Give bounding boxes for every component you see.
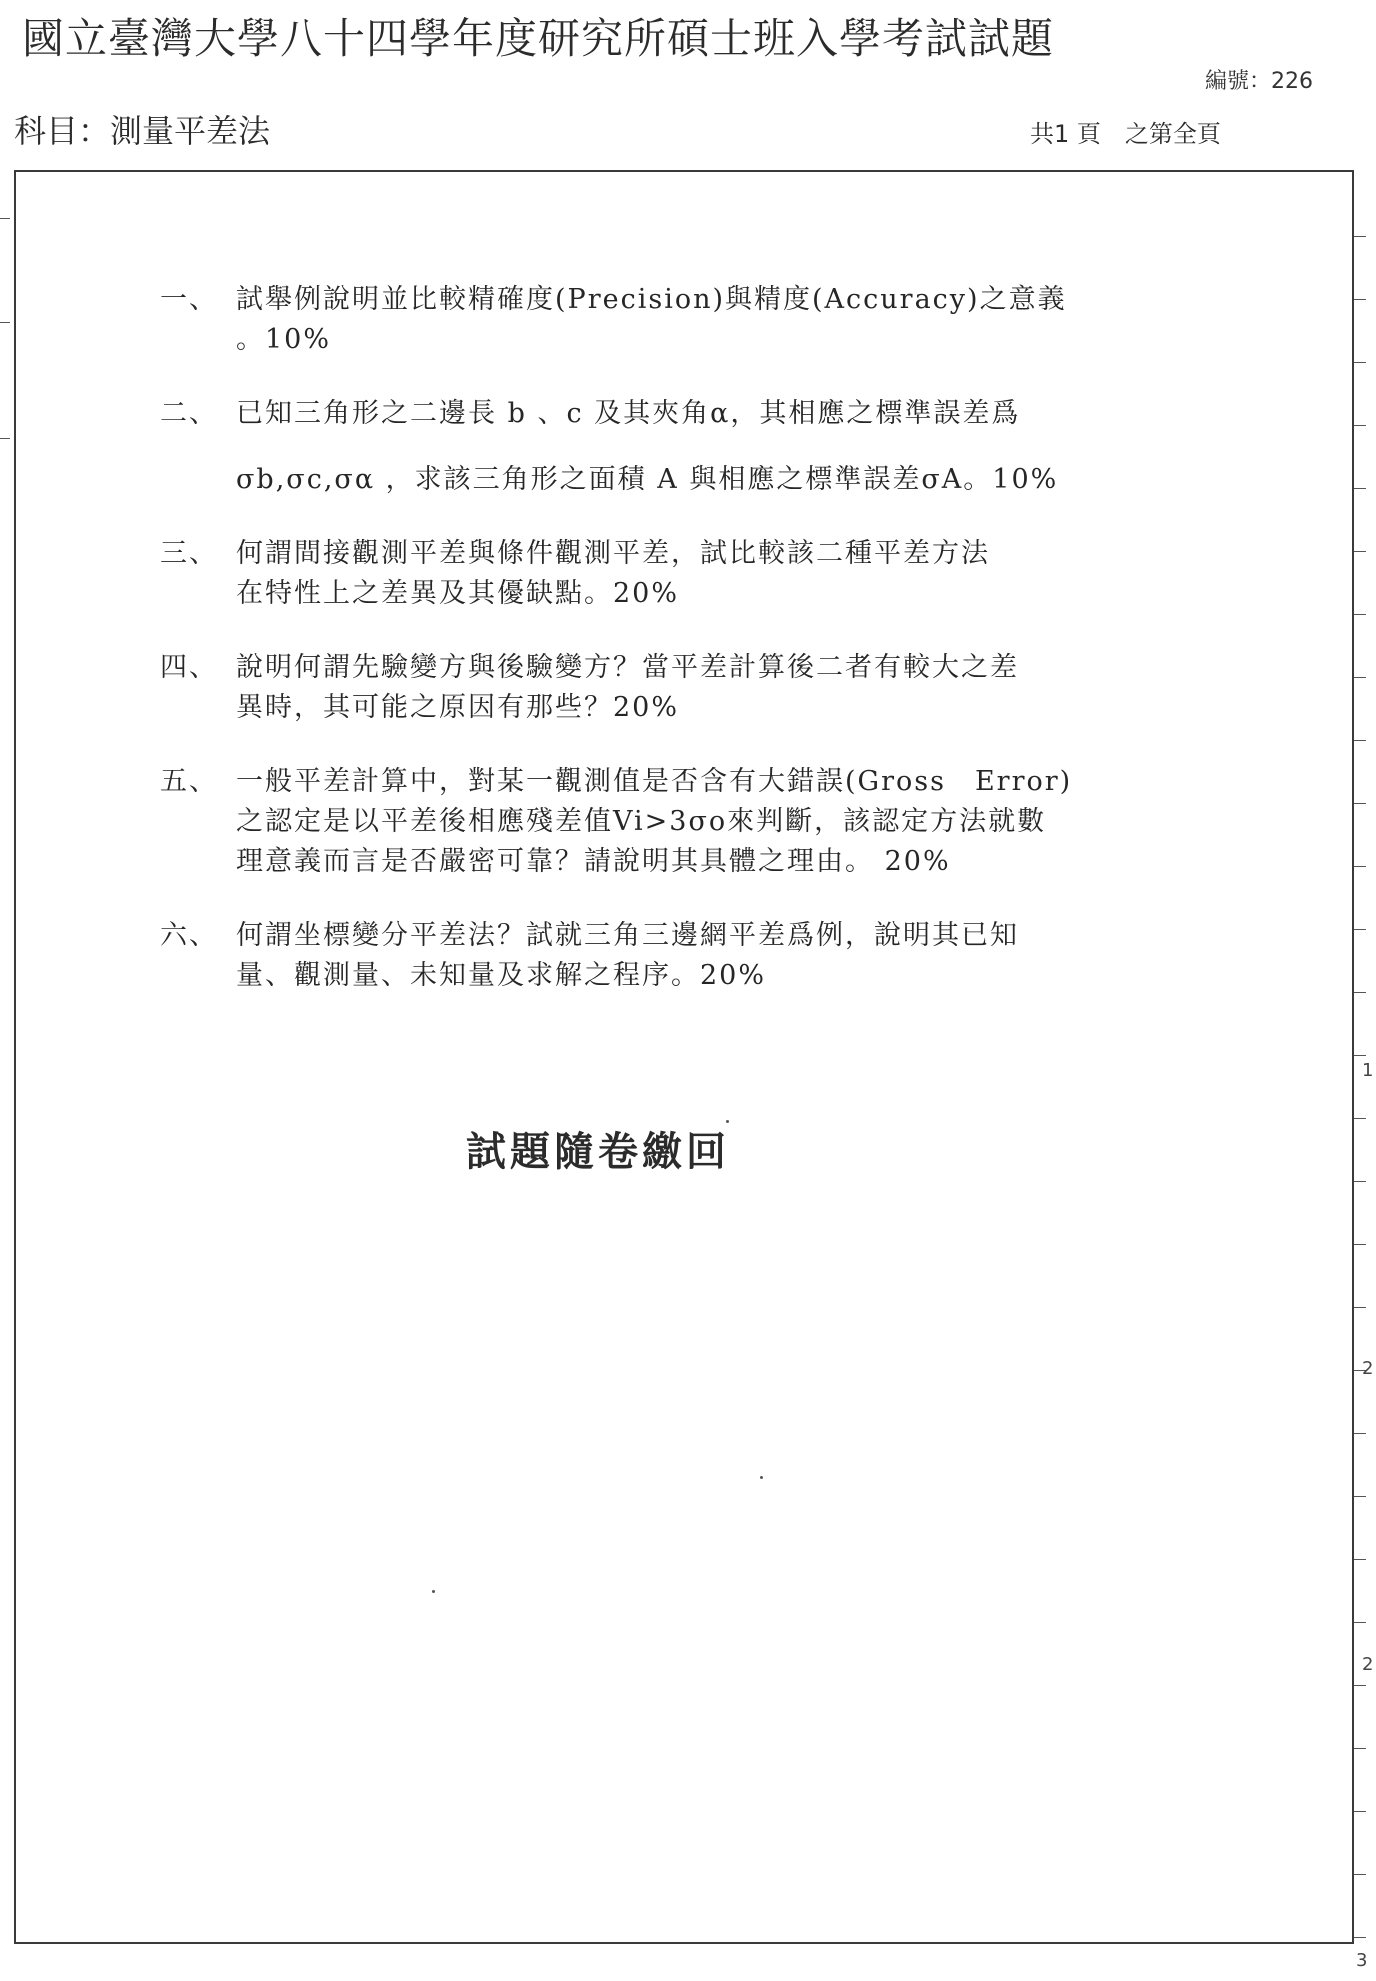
edge-number: 3 xyxy=(1356,1950,1368,1971)
edge-number: 1 xyxy=(1362,1060,1374,1081)
question-number: 四、 xyxy=(160,652,218,683)
left-edge-ticks xyxy=(0,170,14,470)
question-line: 量、觀測量、未知量及求解之程序。20% xyxy=(236,960,767,991)
right-tick xyxy=(1354,1055,1366,1056)
question-line: 一般平差計算中，對某一觀測值是否含有大錯誤(Gross Error) xyxy=(236,766,1073,797)
right-tick xyxy=(1354,299,1366,300)
right-tick xyxy=(1354,1433,1366,1434)
edge-number: 2 xyxy=(1362,1654,1374,1675)
question-number: 一、 xyxy=(160,284,218,315)
question-number: 三、 xyxy=(160,538,218,569)
right-tick xyxy=(1354,236,1366,237)
exam-subject: 科目：測量平差法 xyxy=(14,112,271,150)
right-tick xyxy=(1354,488,1366,489)
right-tick xyxy=(1354,425,1366,426)
question-line: 理意義而言是否嚴密可靠？請說明其具體之理由。 20% xyxy=(236,846,951,877)
right-tick xyxy=(1354,677,1366,678)
question-list xyxy=(160,280,1160,1030)
question-3 xyxy=(160,534,1160,614)
question-4 xyxy=(160,648,1160,728)
left-tick xyxy=(0,322,10,323)
question-line: 何謂間接觀測平差與條件觀測平差，試比較該二種平差方法 xyxy=(236,538,990,569)
right-tick xyxy=(1354,1937,1366,1938)
question-line: 異時，其可能之原因有那些？20% xyxy=(236,692,680,723)
right-tick xyxy=(1354,866,1366,867)
exam-title: 國立臺灣大學八十四學年度研究所碩士班入學考試試題 xyxy=(22,14,1055,63)
page-count: 共1 頁 之第全頁 xyxy=(1030,120,1221,148)
question-2 xyxy=(160,394,1160,500)
right-tick xyxy=(1354,1307,1366,1308)
return-note: 試題隨卷繳回 xyxy=(466,1128,730,1175)
question-line: 之認定是以平差後相應殘差值Vi>3σo來判斷，該認定方法就數 xyxy=(236,806,1047,837)
speck xyxy=(432,1590,435,1593)
edge-number: 2 xyxy=(1362,1358,1374,1379)
question-line: 試舉例說明並比較精確度(Precision)與精度(Accuracy)之意義 xyxy=(236,284,1067,315)
right-tick xyxy=(1354,1874,1366,1875)
question-line: 何謂坐標變分平差法？試就三角三邊網平差爲例，說明其已知 xyxy=(236,920,1019,951)
right-tick xyxy=(1354,803,1366,804)
question-line: 。10% xyxy=(236,324,332,355)
right-tick xyxy=(1354,1622,1366,1623)
question-number: 二、 xyxy=(160,398,218,429)
question-number: 六、 xyxy=(160,920,218,951)
speck xyxy=(726,1120,729,1123)
right-tick xyxy=(1354,740,1366,741)
left-tick xyxy=(0,218,10,219)
right-edge-ticks xyxy=(1354,170,1374,1944)
question-6 xyxy=(160,916,1160,996)
right-tick xyxy=(1354,929,1366,930)
question-line: 說明何謂先驗變方與後驗變方？當平差計算後二者有較大之差 xyxy=(236,652,1019,683)
question-line: 在特性上之差異及其優缺點。20% xyxy=(236,578,680,609)
question-number: 五、 xyxy=(160,766,218,797)
right-tick xyxy=(1354,992,1366,993)
right-tick xyxy=(1354,1181,1366,1182)
right-tick xyxy=(1354,1811,1366,1812)
left-tick xyxy=(0,438,10,439)
right-tick xyxy=(1354,1118,1366,1119)
right-tick xyxy=(1354,551,1366,552)
question-5 xyxy=(160,762,1160,882)
right-tick xyxy=(1354,1559,1366,1560)
speck xyxy=(760,1476,763,1479)
right-tick xyxy=(1354,1685,1366,1686)
question-1 xyxy=(160,280,1160,360)
right-tick xyxy=(1354,1748,1366,1749)
question-line: 已知三角形之二邊長 b 、c 及其夾角α，其相應之標準誤差爲 xyxy=(236,398,1021,429)
right-tick xyxy=(1354,614,1366,615)
question-line: σb,σc,σα ，求該三角形之面積 A 與相應之標準誤差σA。10% xyxy=(236,464,1059,495)
exam-code: 編號：226 xyxy=(1205,69,1313,94)
right-tick xyxy=(1354,1496,1366,1497)
right-tick xyxy=(1354,362,1366,363)
right-tick xyxy=(1354,1244,1366,1245)
